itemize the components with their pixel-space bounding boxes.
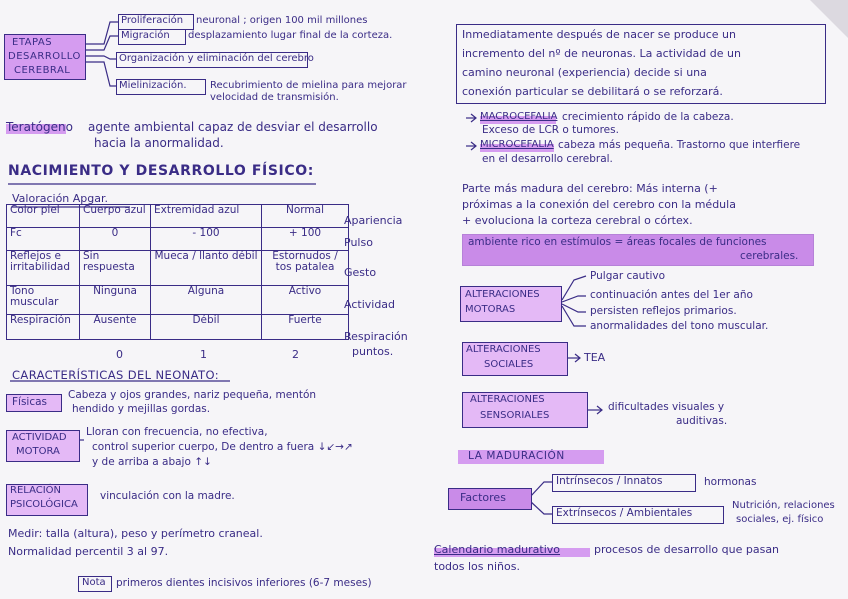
macro-line-1: crecimiento rápido de la cabeza. — [562, 111, 734, 123]
macro-term: MACROCEFALIA — [480, 111, 558, 122]
cortex-line-3: + evoluciona la corteza cerebral o córtex. — [462, 214, 693, 227]
motoras-arrow-2 — [562, 296, 586, 302]
apgar-cell: Ninguna — [80, 286, 151, 315]
actividad-motora-line-1: Lloran con frecuencia, no efectiva, — [86, 426, 268, 438]
extrinsecos-desc-2: sociales, ej. físico — [736, 514, 824, 525]
sensoriales-term-1: ALTERACIONES — [470, 394, 545, 405]
apgar-cell: Respiración — [7, 315, 80, 340]
intrinsecos-desc: hormonas — [704, 476, 757, 488]
extrinsecos-term: Extrínsecos / Ambientales — [556, 507, 693, 519]
apgar-cell: Activo — [262, 286, 349, 315]
etapas-title-line-3: CEREBRAL — [14, 65, 71, 76]
calendario-term: Calendario madurativo — [434, 543, 561, 556]
apgar-cell: Mueca / llanto débil — [151, 251, 262, 286]
fisicas-line-1: Cabeza y ojos grandes, nariz pequeña, mentón — [68, 389, 317, 401]
apgar-label-4: Actividad — [344, 298, 396, 311]
intro-line-2: incremento del nº de neuronas. La actividad de un — [462, 47, 741, 60]
apgar-score-0: 0 — [116, 348, 123, 361]
factores-term: Factores — [460, 491, 506, 504]
apgar-cell: Débil — [151, 315, 262, 340]
apgar-cell: - 100 — [151, 228, 262, 251]
fisicas-line-2: hendido y mejillas gordas. — [72, 403, 211, 415]
motoras-item-1: Pulgar cautivo — [590, 270, 666, 282]
apgar-row — [7, 315, 349, 340]
apgar-cell: Reflejos e irritabilidad — [7, 251, 80, 286]
cortex-line-1: Parte más madura del cerebro: Más interna (+ — [462, 182, 718, 195]
etapa-term-1: Proliferación — [121, 15, 184, 26]
ambiente-line-2: cerebrales. — [740, 250, 799, 262]
apgar-cell: Extremidad azul — [151, 205, 262, 228]
medir-line-1: Medir: talla (altura), peso y perímetro craneal. — [8, 527, 263, 540]
etapas-connector-4 — [86, 62, 116, 86]
sensoriales-term-2: SENSORIALES — [480, 410, 550, 421]
apgar-label-2: Pulso — [344, 236, 373, 249]
teratogeno-term: Teratógeno — [6, 120, 73, 134]
apgar-label-3: Gesto — [344, 266, 377, 279]
apgar-cell: Cuerpo azul — [80, 205, 151, 228]
sociales-item: TEA — [584, 351, 606, 364]
intro-line-4: conexión particular se debilitará o se reforzará. — [462, 85, 723, 98]
apgar-title: Valoración Apgar. — [12, 192, 109, 205]
medir-line-2: Normalidad percentil 3 al 97. — [8, 545, 169, 558]
motoras-arrow-3 — [562, 304, 586, 312]
motoras-item-4: anormalidades del tono muscular. — [590, 320, 769, 332]
etapas-connector-2 — [86, 36, 118, 50]
etapa-desc-2: desplazamiento lugar final de la corteza. — [188, 30, 393, 41]
sociales-term-2: SOCIALES — [484, 359, 534, 370]
fisicas-term: Físicas — [12, 396, 48, 408]
macro-line-2: Exceso de LCR o tumores. — [482, 124, 619, 136]
etapa-term-4: Mielinización. — [119, 80, 187, 91]
apgar-cell: 0 — [80, 228, 151, 251]
neonato-title: CARACTERÍSTICAS DEL NEONATO: — [12, 368, 219, 382]
extrinsecos-desc-1: Nutrición, relaciones — [732, 500, 835, 511]
motoras-item-2: continuación antes del 1er año — [590, 289, 753, 301]
apgar-cell: + 100 — [262, 228, 349, 251]
actividad-motora-term-1: ACTIVIDAD — [12, 432, 67, 443]
etapas-connector-3 — [86, 56, 116, 59]
apgar-cell: Color piel — [7, 205, 80, 228]
micro-line-2: en el desarrollo cerebral. — [482, 153, 613, 165]
apgar-cell: Alguna — [151, 286, 262, 315]
apgar-row — [7, 228, 349, 251]
micro-term: MICROCEFALIA — [480, 139, 554, 150]
apgar-cell: Sin respuesta — [80, 251, 151, 286]
intro-line-1: Inmediatamente después de nacer se produce un — [462, 28, 736, 41]
apgar-cell: Estornudos / tos patalea — [262, 251, 349, 286]
teratogeno-line-1: agente ambiental capaz de desviar el desarrollo — [88, 120, 378, 134]
etapa-desc-1: neuronal ; origen 100 mil millones — [196, 15, 368, 26]
apgar-footer: puntos. — [352, 345, 394, 358]
nota-text: primeros dientes incisivos inferiores (6-7 meses) — [116, 577, 372, 589]
intrinsecos-term: Intrínsecos / Innatos — [556, 475, 663, 487]
actividad-motora-term-2: MOTORA — [16, 446, 60, 457]
apgar-table — [6, 204, 349, 340]
section-title: NACIMIENTO Y DESARROLLO FÍSICO: — [8, 163, 314, 179]
factores-arrow-1 — [530, 482, 552, 497]
calendario-line-1: procesos de desarrollo que pasan — [594, 543, 780, 556]
motoras-term-1: ALTERACIONES — [465, 289, 540, 300]
sociales-term-1: ALTERACIONES — [466, 344, 541, 355]
etapas-title-line-1: ETAPAS — [12, 37, 53, 48]
apgar-cell: Fuerte — [262, 315, 349, 340]
relacion-psicologica-term-1: RELACIÓN — [10, 485, 62, 496]
etapas-connector-1 — [86, 22, 118, 44]
apgar-row — [7, 286, 349, 315]
motoras-item-3: persisten reflejos primarios. — [590, 305, 737, 317]
actividad-motora-line-3: y de arriba a abajo ↑↓ — [92, 456, 212, 468]
factores-arrow-2 — [530, 501, 552, 514]
apgar-label-1: Apariencia — [344, 214, 403, 227]
etapa-term-2: Migración — [121, 30, 170, 41]
motoras-term-2: MOTORAS — [465, 304, 516, 315]
cortex-line-2: próximas a la conexión del cerebro con la médula — [462, 198, 736, 211]
micro-line-1: cabeza más pequeña. Trastorno que interfiere — [558, 139, 801, 151]
apgar-cell: Normal — [262, 205, 349, 228]
maduracion-title: LA MADURACIÓN — [468, 450, 565, 462]
sensoriales-line-2: auditivas. — [676, 415, 728, 427]
apgar-score-1: 1 — [200, 348, 207, 361]
apgar-label-5: Respiración — [344, 330, 408, 343]
intro-line-3: camino neuronal (experiencia) decide si una — [462, 66, 707, 79]
nota-term: Nota — [82, 577, 106, 588]
apgar-cell: Tono muscular — [7, 286, 80, 315]
calendario-line-2: todos los niños. — [434, 560, 520, 573]
relacion-psicologica-line-1: vinculación con la madre. — [100, 490, 235, 502]
actividad-motora-line-2: control superior cuerpo, De dentro a fuera ↓↙→↗ — [92, 441, 353, 453]
sensoriales-line-1: dificultades visuales y — [608, 401, 725, 413]
apgar-row — [7, 205, 349, 228]
etapa-desc-4: Recubrimiento de mielina para mejorar velocidad de transmisión. — [210, 80, 407, 103]
apgar-cell: Ausente — [80, 315, 151, 340]
relacion-psicologica-term-2: PSICOLÓGICA — [10, 499, 78, 510]
ambiente-line-1: ambiente rico en estímulos = áreas focales de funciones — [468, 236, 767, 248]
apgar-cell: Fc — [7, 228, 80, 251]
apgar-row — [7, 251, 349, 286]
etapas-title-line-2: DESARROLLO — [8, 51, 81, 62]
motoras-arrow-4 — [562, 306, 586, 326]
etapa-term-3: Organización y eliminación del cerebro — [119, 53, 314, 64]
apgar-score-2: 2 — [292, 348, 299, 361]
teratogeno-line-2: hacia la anormalidad. — [94, 136, 224, 150]
